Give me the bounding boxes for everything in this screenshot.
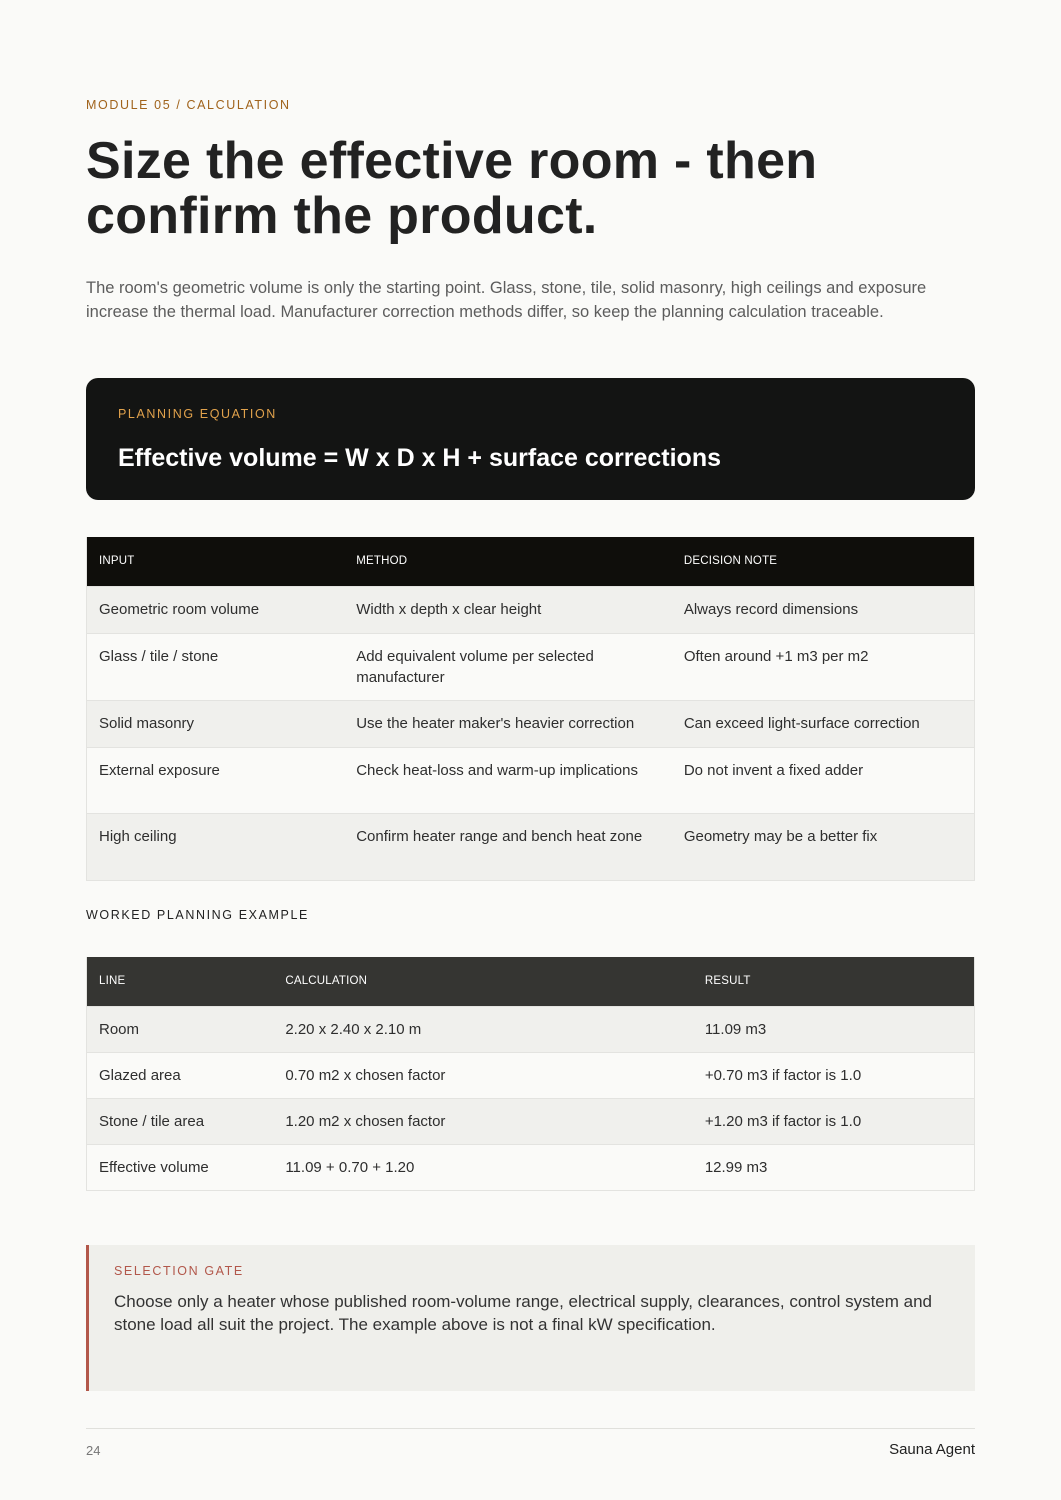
table-cell: Add equivalent volume per selected manufacturer — [344, 633, 672, 700]
table-cell: 11.09 + 0.70 + 1.20 — [273, 1144, 693, 1190]
table-cell: 0.70 m2 x chosen factor — [273, 1052, 693, 1098]
table-cell: Solid masonry — [87, 700, 345, 747]
page-title: Size the effective room - then confirm the product. — [86, 132, 818, 245]
table-cell: Always record dimensions — [672, 586, 975, 633]
gate-text: Choose only a heater whose published room-volume range, electrical supply, clearances, control system and stone load all suit the project. The example above is not a final kW specification. — [114, 1292, 933, 1334]
table-cell: Can exceed light-surface correction — [672, 700, 975, 747]
worked-example-label: WORKED PLANNING EXAMPLE — [86, 908, 309, 922]
table-row — [87, 586, 975, 633]
table-cell: Width x depth x clear height — [344, 586, 672, 633]
table-header-row — [87, 537, 975, 586]
table-cell: +1.20 m3 if factor is 1.0 — [693, 1098, 975, 1144]
table-cell: 2.20 x 2.40 x 2.10 m — [273, 1006, 693, 1052]
table-cell: Do not invent a fixed adder — [672, 747, 975, 813]
table-cell: Effective volume — [87, 1144, 274, 1190]
planning-equation-card — [86, 378, 975, 500]
table-header-row — [87, 957, 975, 1006]
table-row — [87, 1098, 975, 1144]
table-cell: Stone / tile area — [87, 1098, 274, 1144]
equation-label: PLANNING EQUATION — [118, 407, 277, 421]
table-cell: Confirm heater range and bench heat zone — [344, 813, 672, 880]
table-cell: 12.99 m3 — [693, 1144, 975, 1190]
column-header: CALCULATION — [273, 957, 693, 1006]
table-cell: Room — [87, 1006, 274, 1052]
gate-label: SELECTION GATE — [114, 1264, 244, 1278]
column-header: RESULT — [693, 957, 975, 1006]
table-row — [87, 1052, 975, 1098]
equation-formula: Effective volume = W x D x H + surface corrections — [118, 444, 722, 472]
table-cell: Geometry may be a better fix — [672, 813, 975, 880]
table-row — [87, 747, 975, 813]
table-cell: +0.70 m3 if factor is 1.0 — [693, 1052, 975, 1098]
inputs-table — [86, 537, 975, 881]
table-row — [87, 700, 975, 747]
table-cell: Use the heater maker's heavier correction — [344, 700, 672, 747]
table-cell: 11.09 m3 — [693, 1006, 975, 1052]
footer-divider — [86, 1428, 975, 1429]
lead-paragraph: The room's geometric volume is only the starting point. Glass, stone, tile, solid masonry, high ceilings and exposure increase the thermal load. Manufacturer correction methods differ, so keep the planning calculation traceable. — [86, 279, 927, 321]
table-cell: Glazed area — [87, 1052, 274, 1098]
table-cell: 1.20 m2 x chosen factor — [273, 1098, 693, 1144]
table-row — [87, 633, 975, 700]
table-cell: Check heat-loss and warm-up implications — [344, 747, 672, 813]
table-cell: High ceiling — [87, 813, 345, 880]
table-cell: Glass / tile / stone — [87, 633, 345, 700]
table-cell: Geometric room volume — [87, 586, 345, 633]
column-header: METHOD — [344, 537, 672, 586]
table-cell: External exposure — [87, 747, 345, 813]
module-eyebrow: MODULE 05 / CALCULATION — [86, 98, 291, 112]
column-header: INPUT — [87, 537, 345, 586]
table-row — [87, 1006, 975, 1052]
column-header: LINE — [87, 957, 274, 1006]
page-number: 24 — [86, 1443, 101, 1458]
column-header: DECISION NOTE — [672, 537, 975, 586]
footer-brand: Sauna Agent — [889, 1441, 975, 1458]
worked-example-table — [86, 957, 975, 1191]
table-row — [87, 813, 975, 880]
table-row — [87, 1144, 975, 1190]
selection-gate-callout — [86, 1245, 975, 1391]
table-cell: Often around +1 m3 per m2 — [672, 633, 975, 700]
